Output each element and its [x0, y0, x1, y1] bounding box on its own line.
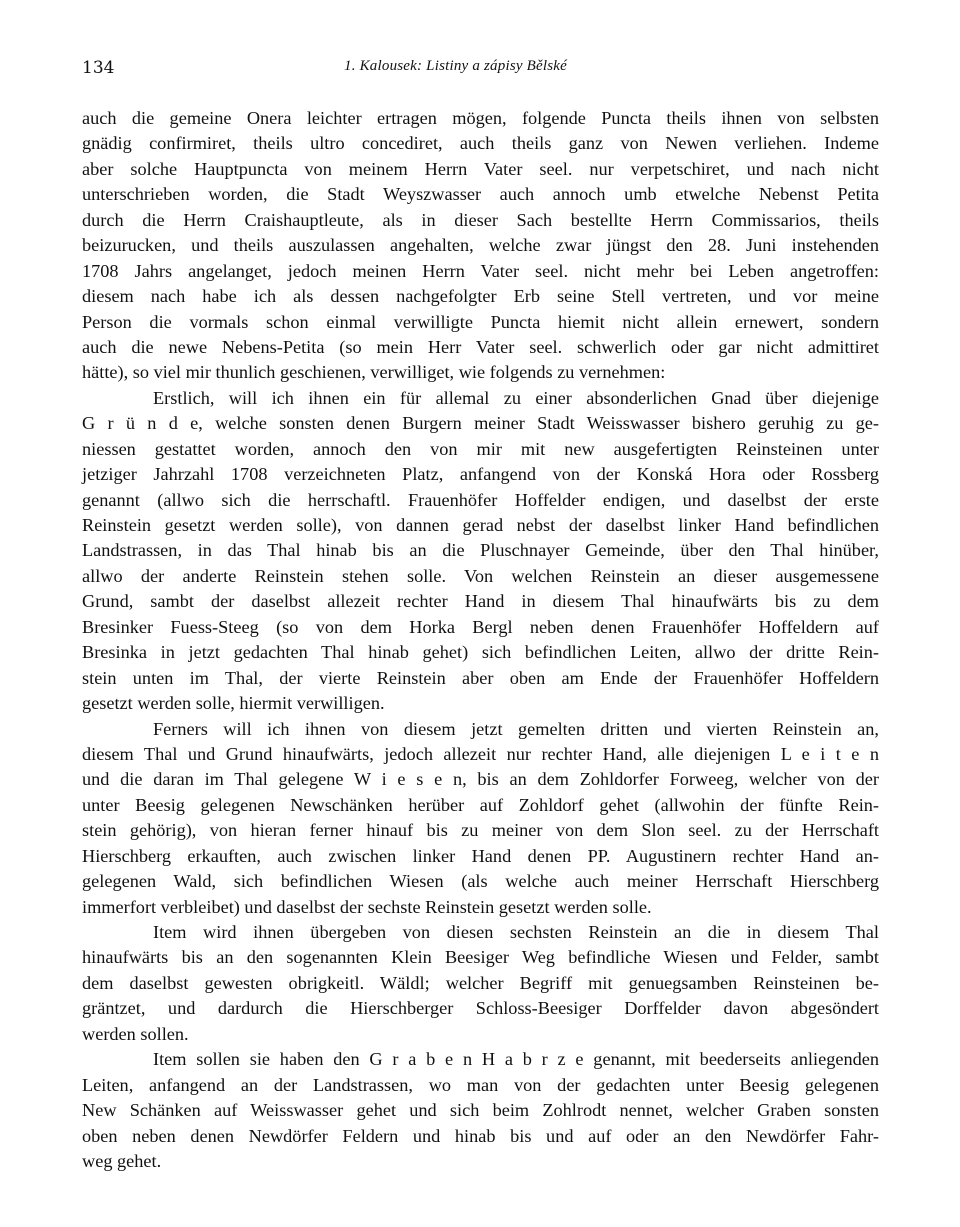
text-line: hätte), so viel mir thunlich geschienen, verwilliget, wie folgends zu vernehmen:: [82, 362, 666, 383]
text-line: G r ü n d e, welche sonsten denen Burgern meiner Stadt Weisswasser bishero geruhig zu ge-: [82, 413, 879, 434]
running-head: 1. Kalousek: Listiny a zápisy Bělské: [344, 58, 568, 74]
text-line: beizurucken, und theils auszulassen angehalten, welche zwar jüngst den 28. Juni instehenden: [82, 235, 879, 256]
text-line: Reinstein gesetzt werden solle), von dannen gerad nebst der daselbst linker Hand befindlichen: [82, 515, 879, 535]
text-line: diesem nach habe ich als dessen nachgefolgter Erb seine Stell vertreten, und vor meine: [82, 286, 879, 307]
text-line: gräntzet, und dardurch die Hierschberger Schloss-Beesiger Dorffelder davon abgesöndert: [82, 998, 879, 1019]
paragraph: [82, 920, 879, 1047]
text-line: auch die gemeine Onera leichter ertragen mögen, folgende Puncta theils ihnen von selbsten: [82, 108, 879, 128]
book-page: [82, 58, 879, 1171]
text-line: niessen gestattet worden, annoch den von mir mit new ausgefertigten Reinsteinen unter: [82, 438, 879, 459]
text-line: auch die newe Nebens-Petita (so mein Herr Vater seel. schwerlich oder gar nicht admittiret: [82, 336, 879, 357]
text-line: immerfort verbleibet) und daselbst der sechste Reinstein gesetzt werden solle.: [82, 896, 652, 917]
text-line: New Schänken auf Weisswasser gehet und sich beim Zohlrodt nennet, welcher Graben sonsten: [82, 1100, 879, 1121]
text-line: gnädig confirmiret, theils ultro concediret, auch theils ganz von Newen verliehen. Indeme: [82, 133, 879, 154]
paragraph: [82, 106, 879, 386]
text-line: stein gehörig), von hieran ferner hinauf bis zu meiner von dem Slon seel. zu der Herrschaft: [82, 820, 879, 841]
text-line: durch die Herrn Craishauptleute, als in dieser Sach bestellte Herrn Commissarios, theils: [82, 209, 879, 230]
text-line: allwo der anderte Reinstein stehen solle. Von welchen Reinstein an dieser ausgemessene: [82, 565, 879, 586]
text-line: aber solche Hauptpuncta von meinem Herrn Vater seel. nur verpetschiret, und nach nicht: [82, 158, 879, 179]
text-line: Landstrassen, in das Thal hinab bis an die Pluschnayer Gemeinde, über den Thal hinüber,: [82, 540, 879, 561]
text-line: Item wird ihnen übergeben von diesen sechsten Reinstein an die in diesem Thal: [153, 922, 879, 942]
text-line: weg gehet.: [82, 1150, 162, 1171]
text-line: Hierschberg erkauften, auch zwischen linker Hand denen PP. Augustinern rechter Hand an-: [82, 845, 879, 866]
text-line: gesetzt werden solle, hiermit verwilligen.: [82, 693, 385, 714]
text-line: Bresinker Fuess-Steeg (so von dem Horka Bergl neben denen Frauenhöfer Hoffeldern auf: [82, 616, 879, 637]
page-number: 134: [82, 58, 115, 78]
text-line: Erstlich, will ich ihnen ein für allemal zu einer absonderlichen Gnad über diejenige: [153, 387, 879, 408]
text-line: Leiten, anfangend an der Landstrassen, wo man von der gedachten unter Beesig gelegenen: [82, 1074, 879, 1095]
text-line: hinaufwärts bis an den sogenannten Klein Beesiger Weg befindliche Wiesen und Felder, sambt: [82, 947, 879, 968]
text-line: genannt (allwo sich die herrschaftl. Frauenhöfer Hoffelder endigen, und daselbst der erste: [82, 489, 879, 510]
text-line: jetziger Jahrzahl 1708 verzeichneten Platz, anfangend von der Konská Hora oder Rossberg: [82, 464, 879, 485]
text-line: diesem Thal und Grund hinaufwärts, jedoch allezeit nur rechter Hand, alle diejenigen L e i t e n: [82, 743, 879, 764]
text-line: Person die vormals schon einmal verwilligte Puncta hiemit nicht allein ernewert, sondern: [82, 311, 879, 332]
text-line: Ferners will ich ihnen von diesem jetzt gemelten dritten und vierten Reinstein an,: [153, 718, 879, 739]
text-line: unterschrieben worden, die Stadt Weyszwasser auch annoch umb etwelche Nebenst Petita: [82, 184, 879, 205]
text-line: Grund, sambt der daselbst allezeit rechter Hand in diesem Thal hinaufwärts bis zu dem: [82, 591, 879, 612]
text-line: Bresinka in jetzt gedachten Thal hinab gehet) sich befindlichen Leiten, allwo der dritte Rein-: [82, 642, 879, 663]
text-line: unter Beesig gelegenen Newschänken herüber auf Zohldorf gehet (allwohin der fünfte Rein-: [82, 794, 879, 815]
paragraph: [82, 386, 879, 717]
text-line: dem daselbst gewesten obrigkeitl. Wäldl; welcher Begriff mit genuegsamben Reinsteinen be-: [82, 972, 879, 993]
text-line: oben neben denen Newdörfer Feldern und hinab bis und auf oder an den Newdörfer Fahr-: [82, 1125, 879, 1146]
text-line: und die daran im Thal gelegene W i e s e n, bis an dem Zohldorfer Forweeg, welcher von der: [82, 769, 879, 790]
paragraph: [82, 717, 879, 921]
text-line: gelegenen Wald, sich befindlichen Wiesen (als welche auch meiner Herrschaft Hierschberg: [82, 871, 879, 892]
text-line: stein unten im Thal, der vierte Reinstein aber oben am Ende der Frauenhöfer Hoffeldern: [82, 667, 879, 688]
text-line: werden sollen.: [82, 1023, 189, 1044]
text-line: 1708 Jahrs angelanget, jedoch meinen Herrn Vater seel. nicht mehr bei Leben angetroffen:: [82, 260, 879, 281]
paragraph: [82, 1047, 879, 1174]
body-text: [82, 106, 879, 1174]
page-header: [82, 58, 879, 94]
text-line: Item sollen sie haben den G r a b e n H a b r z e genannt, mit beederseits anliegenden: [153, 1049, 879, 1070]
